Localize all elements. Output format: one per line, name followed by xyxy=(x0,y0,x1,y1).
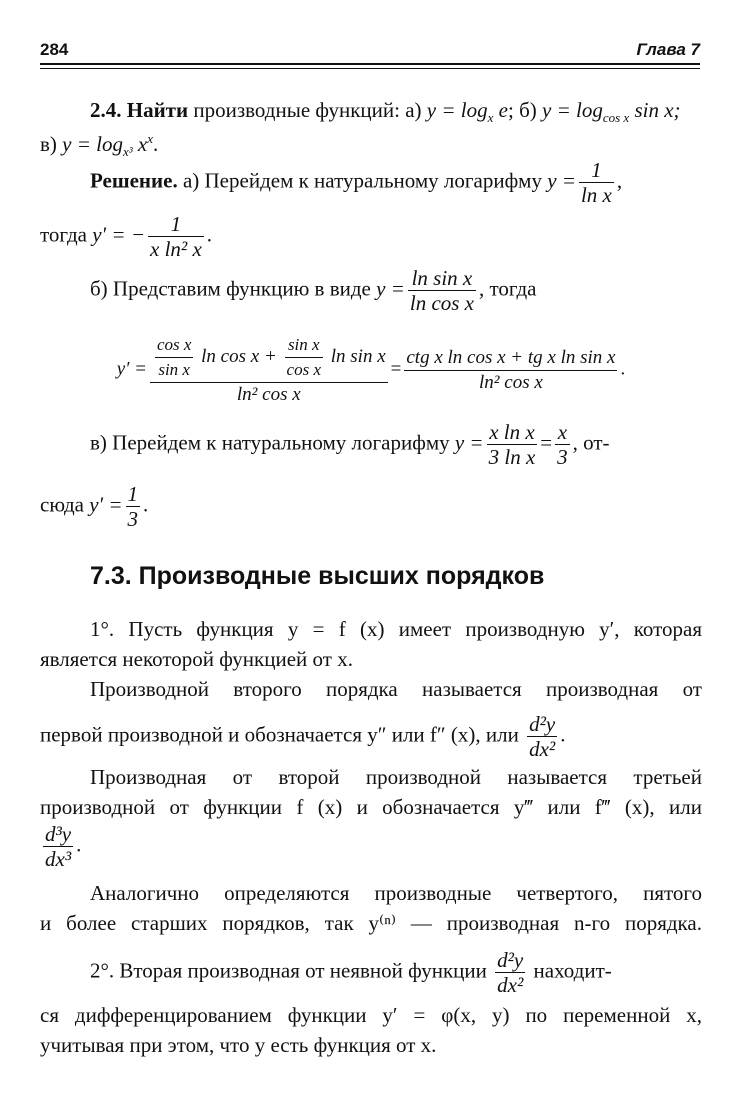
paragraph-5-line-2: ся дифференцированием функции y′ = φ(x, y) по переменной x, xyxy=(40,1003,702,1027)
paragraph-4-line-2: и более старших порядков, так y⁽ⁿ⁾ — производная n-го порядка. xyxy=(40,911,702,935)
fraction: ctg x ln cos x + tg x ln sin x ln² cos x xyxy=(406,346,616,393)
compound-fraction: $\frac{\text{cos x}}{\text{sin x}}$ ln cos x + $\frac{\text{sin x}}{\text{cos x}}$ ln sin x ln² cos x xyxy=(150,333,388,407)
paragraph-3-line-2: производной от функции f (x) и обозначается y‴ или f‴ (x), или xyxy=(40,795,702,819)
paragraph-5-line-1: 2°. Вторая производная от неявной функции $\frac{\text{d²y}}{\text{dx²}}$ находит- xyxy=(90,948,612,997)
paragraph-2-line-2: первой производной и обозначается y″ или f″ (x), или $\frac{\text{d²y}}{\text{dx²}}$ . xyxy=(40,712,566,761)
header-rule-thin xyxy=(40,68,700,69)
solution-b-derivative: y′ = $\frac{\text{cos x}}{\text{sin x}}$ ln cos x + $\frac{\text{sin x}}{\text{cos x}}$ ln sin x ln² cos x = ctg x ln cos x + tg x ln sin x ln² cos x . xyxy=(116,335,626,405)
solution-a: Решение. а) Перейдем к натуральному логарифму y = $\frac{1}{\text{ln x}}$ , xyxy=(90,158,623,207)
solution-a-derivative: тогда y′ = − $\frac{1}{\text{x ln² x}}$ . xyxy=(40,212,213,261)
problem-part-c: в) $y = \log_{x^3} x^x$. xyxy=(40,131,159,160)
paragraph-3-fraction: $\frac{\text{d³y}}{\text{dx³}}$ . xyxy=(45,822,82,871)
solution-c-result: сюда y′ = $\frac{1}{3}$ . xyxy=(40,482,149,531)
paragraph-1-line-1: 1°. Пусть функция y = f (x) имеет производную y′, которая xyxy=(90,617,702,641)
paragraph-3-line-1: Производная от второй производной называется третьей xyxy=(90,765,702,789)
problem-statement: 2.4. Найти производные функций: а) $y = \log_x e$; б) $y = \log_{cos x} \sin x$; xyxy=(90,98,681,126)
fraction: $\frac{x}{3}$ xyxy=(557,420,568,469)
solution-c: в) Перейдем к натуральному логарифму y = $\frac{\text{x ln x}}{\text{3 ln x}}$ = $\frac{x}{3}$ , от- xyxy=(90,420,610,469)
solution-b: б) Представим функцию в виде y = $\frac{\text{ln sin x}}{\text{ln cos x}}$ , тогда xyxy=(90,266,537,315)
paragraph-1-line-2: является некоторой функцией от x. xyxy=(40,647,353,671)
fraction: $\frac{\text{x ln x}}{\text{3 ln x}}$ xyxy=(488,420,536,469)
fraction: $\frac{1}{3}$ xyxy=(127,482,139,531)
running-header xyxy=(40,40,700,60)
fraction: $\frac{\text{cos x}}{\text{sin x}}$ xyxy=(156,335,192,379)
page-number: 284 xyxy=(40,40,69,59)
header-rule-thick xyxy=(40,63,700,65)
paragraph-5-line-3: учитывая при этом, что y есть функция от x. xyxy=(40,1033,437,1057)
paragraph-2-line-1: Производной второго порядка называется производная от xyxy=(90,677,702,701)
chapter-label: Глава 7 xyxy=(636,40,700,59)
fraction: $\frac{\text{d²y}}{\text{dx²}}$ xyxy=(497,948,524,997)
fraction: $\frac{1}{\text{ln x}}$ xyxy=(580,158,612,207)
fraction: $\frac{\text{d³y}}{\text{dx³}}$ xyxy=(45,822,72,871)
section-title: 7.3. Производные высших порядков xyxy=(90,562,545,590)
paragraph-4-line-1: Аналогично определяются производные четвертого, пятого xyxy=(90,881,702,905)
fraction: $\frac{\text{ln sin x}}{\text{ln cos x}}$ xyxy=(409,266,475,315)
fraction: $\frac{\text{sin x}}{\text{cos x}}$ xyxy=(286,335,321,379)
fraction: $\frac{1}{\text{x ln² x}}$ xyxy=(150,212,202,261)
fraction: $\frac{\text{d²y}}{\text{dx²}}$ xyxy=(529,712,556,761)
